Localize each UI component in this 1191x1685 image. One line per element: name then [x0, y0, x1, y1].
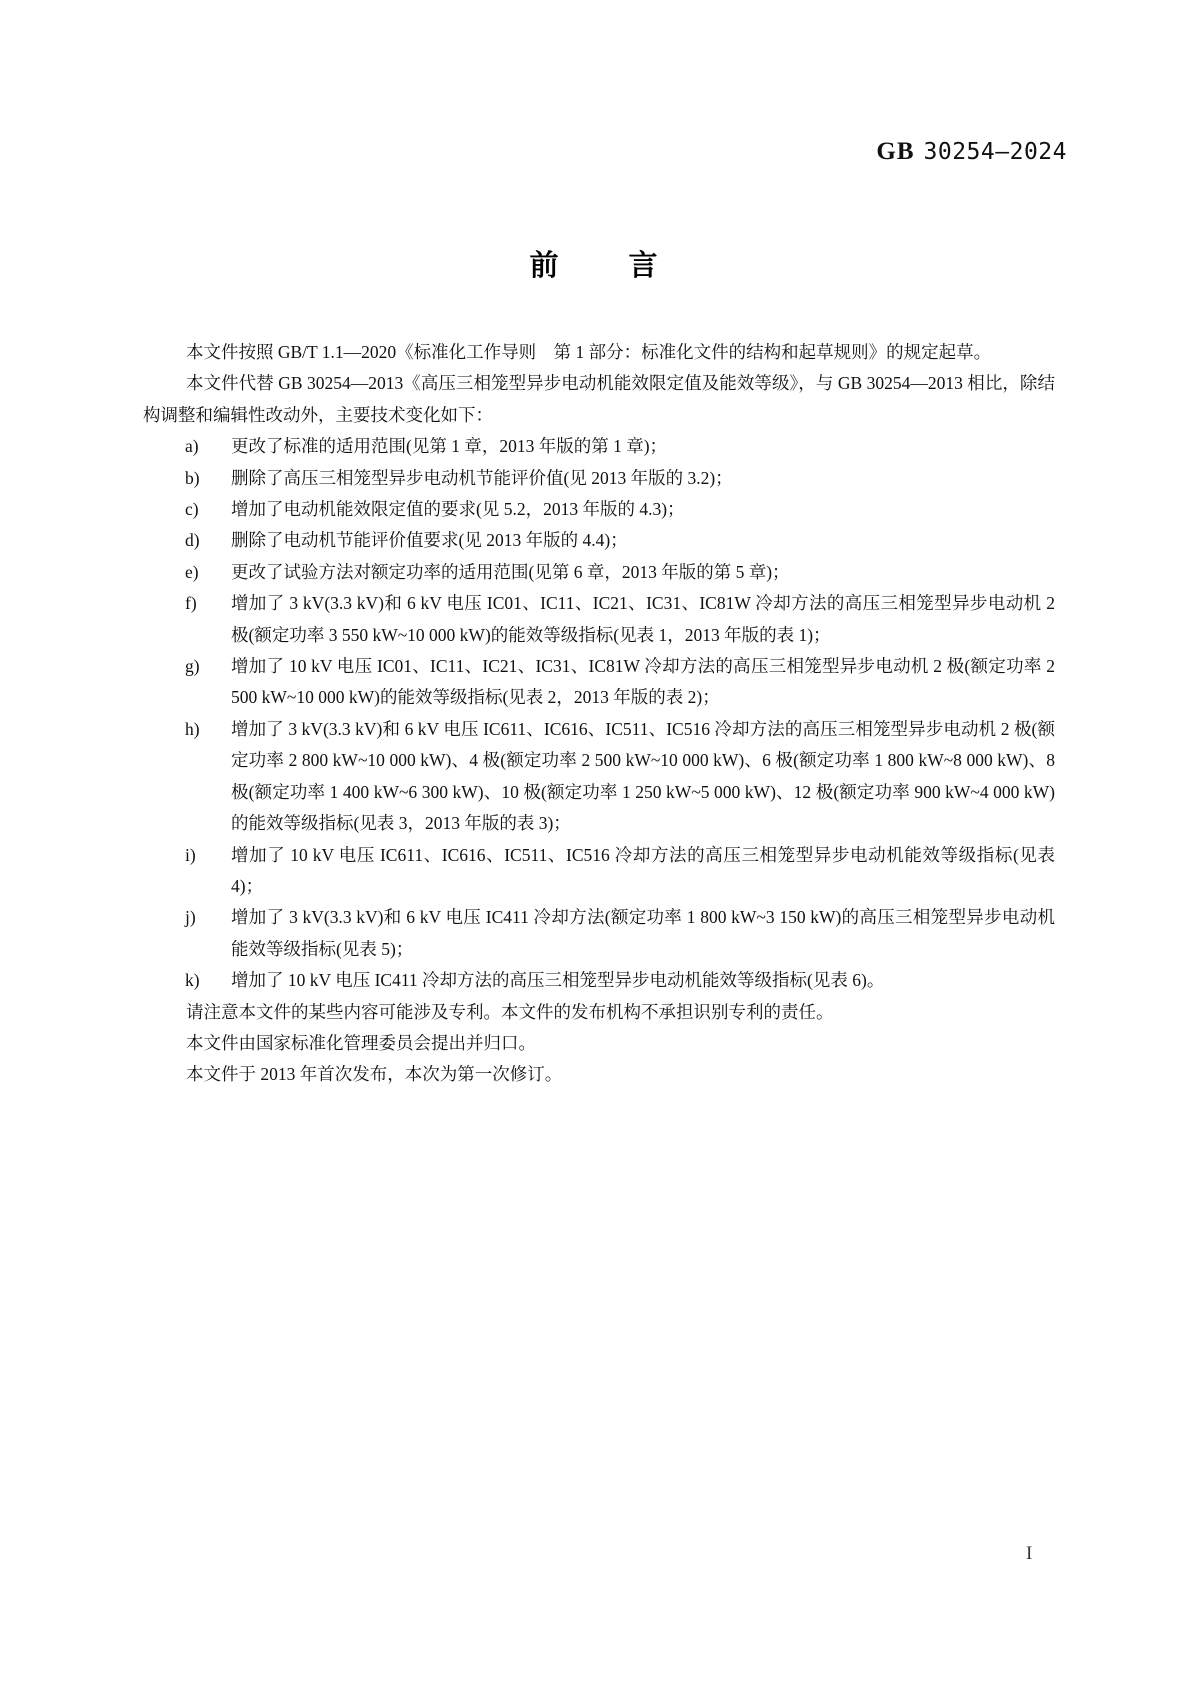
item-text: 更改了标准的适用范围(见第 1 章，2013 年版的第 1 章)； [231, 436, 668, 457]
change-item [143, 651, 1055, 714]
change-item [143, 902, 1055, 965]
item-marker: e) [185, 561, 199, 582]
foreword-body [143, 337, 1055, 1091]
intro-paragraph: 本文件按照 GB/T 1.1—2020《标准化工作导则 第 1 部分：标准化文件的结构和起草规则》的规定起草。 [186, 342, 992, 362]
item-marker: d) [185, 530, 200, 551]
item-marker: i) [185, 844, 196, 865]
change-item [143, 714, 1055, 840]
item-text: 增加了电动机能效限定值的要求(见 5.2，2013 年版的 4.3)； [231, 499, 685, 520]
item-text: 增加了 10 kV 电压 IC01、IC11、IC21、IC31、IC81W 冷却方法的高压三相笼型异步电动机 2 极(额定功率 2 500 kW~10 000 kW)的能效等级指标(见表 2，2013 年版的表 2)； [231, 656, 1055, 708]
change-item [143, 557, 1055, 588]
item-marker: j) [185, 907, 196, 928]
item-text: 增加了 10 kV 电压 IC611、IC616、IC511、IC516 冷却方法的高压三相笼型异步电动机能效等级指标(见表 4)； [231, 844, 1055, 896]
item-marker: k) [185, 970, 200, 991]
item-marker: a) [185, 436, 199, 457]
page-title: 前 言 [529, 250, 662, 282]
closing-paragraph: 本文件由国家标准化管理委员会提出并归口。 [186, 1032, 536, 1053]
item-text: 更改了试验方法对额定功率的适用范围(见第 6 章，2013 年版的第 5 章)； [231, 561, 790, 582]
change-item [143, 431, 1055, 462]
standard-code [876, 138, 1067, 166]
item-marker: g) [185, 656, 200, 677]
change-list [143, 431, 1055, 996]
item-text: 增加了 3 kV(3.3 kV)和 6 kV 电压 IC01、IC11、IC21、IC31、IC81W 冷却方法的高压三相笼型异步电动机 2 极(额定功率 3 550 kW~10 000 kW)的能效等级指标(见表 1，2013 年版的表 1)； [231, 593, 1055, 645]
item-text: 删除了电动机节能评价值要求(见 2013 年版的 4.4)； [231, 530, 628, 551]
item-marker: f) [185, 593, 197, 614]
change-item [143, 965, 1055, 996]
item-marker: h) [185, 718, 200, 739]
change-item [143, 525, 1055, 556]
item-text: 删除了高压三相笼型异步电动机节能评价值(见 2013 年版的 3.2)； [231, 467, 733, 488]
change-item [143, 840, 1055, 903]
change-item [143, 494, 1055, 525]
item-text: 增加了 3 kV(3.3 kV)和 6 kV 电压 IC611、IC616、IC511、IC516 冷却方法的高压三相笼型异步电动机 2 极(额定功率 2 800 kW~10 000 kW)、4 极(额定功率 2 500 kW~10 000 kW)、6 极(额定功率 1 800 kW~8 000 kW)、8 极(额定功率 1 400 kW~6 300 kW)、10 极(额定功率 1 250 kW~5 000 kW)、12 极(额定功率 900 kW~4 000 kW)的能效等级指标(见表 3，2013 年版的表 3)； [231, 718, 1055, 834]
standard-code-prefix: GB [876, 138, 915, 165]
page-number: I [1026, 1543, 1033, 1564]
closing-paragraph: 请注意本文件的某些内容可能涉及专利。本文件的发布机构不承担识别专利的责任。 [186, 1001, 834, 1022]
change-item [143, 463, 1055, 494]
item-marker: b) [185, 467, 200, 488]
closing-paragraph: 本文件于 2013 年首次发布，本次为第一次修订。 [186, 1064, 563, 1085]
item-text: 增加了 10 kV 电压 IC411 冷却方法的高压三相笼型异步电动机能效等级指标(见表 6)。 [231, 970, 885, 991]
standard-code-number: 30254—2024 [923, 139, 1067, 165]
item-text: 增加了 3 kV(3.3 kV)和 6 kV 电压 IC411 冷却方法(额定功率 1 800 kW~3 150 kW)的高压三相笼型异步电动机能效等级指标(见表 5)； [231, 907, 1055, 959]
change-item [143, 588, 1055, 651]
item-marker: c) [185, 499, 199, 520]
intro-paragraph: 本文件代替 GB 30254—2013《高压三相笼型异步电动机能效限定值及能效等级》，与 GB 30254—2013 相比，除结构调整和编辑性改动外，主要技术变化如下： [143, 373, 1055, 425]
